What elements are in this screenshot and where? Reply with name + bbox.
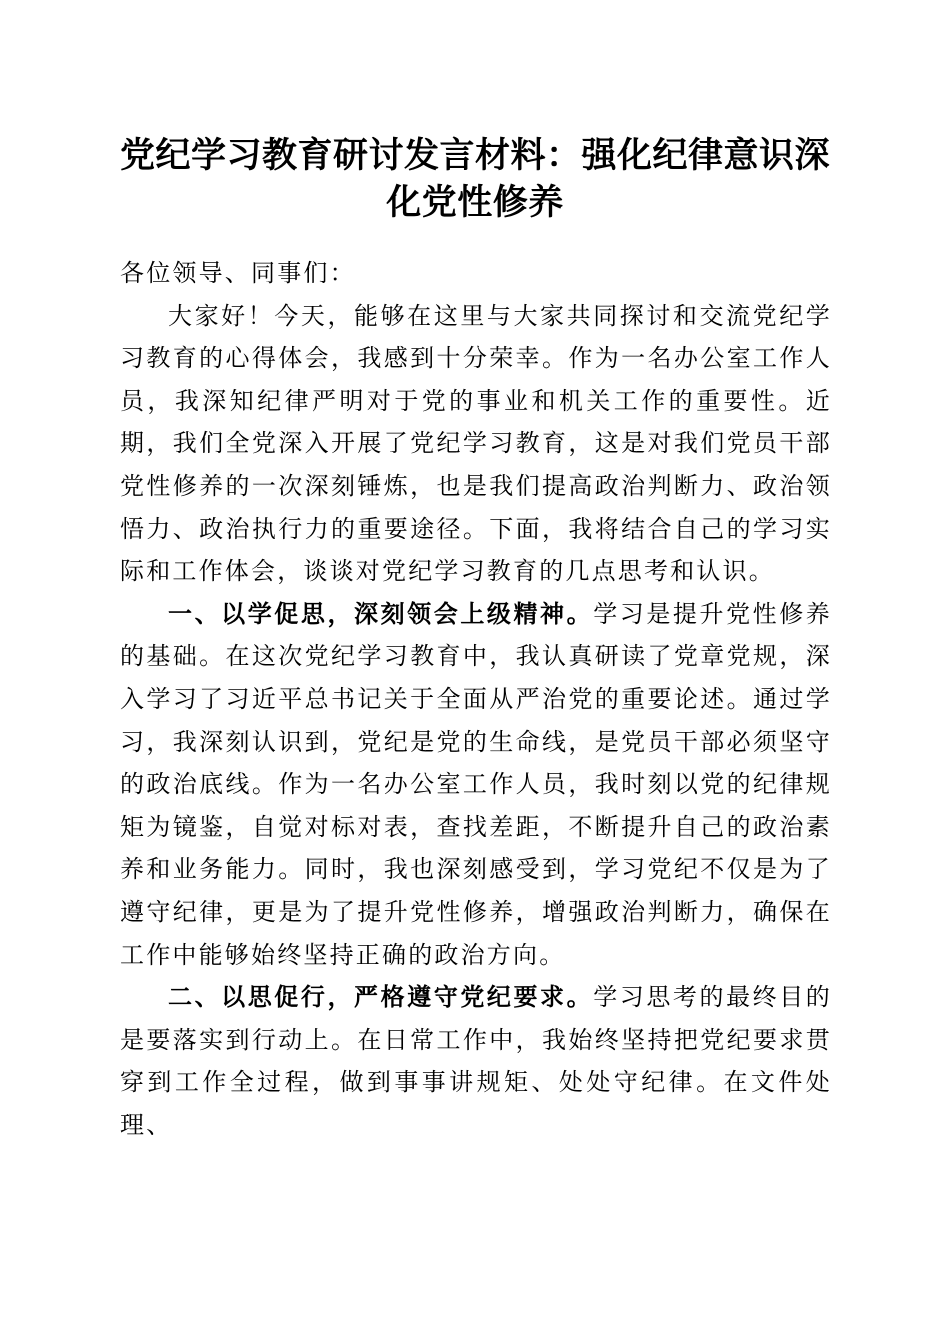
title-line-2: 化党性修养 bbox=[386, 182, 564, 223]
section-2-heading: 二、以思促行，严格遵守党纪要求。 bbox=[168, 983, 594, 1012]
section-2-paragraph bbox=[120, 976, 832, 1146]
intro-paragraph: 大家好！今天，能够在这里与大家共同探讨和交流党纪学习教育的心得体会，我感到十分荣幸。作为一名办公室工作人员，我深知纪律严明对于党的事业和机关工作的重要性。近期，我们全党深入开展了党纪学习教育，这是对我们党员干部党性修养的一次深刻锤炼，也是我们提高政治判断力、政治领悟力、政治执行力的重要途径。下面，我将结合自己的学习实际和工作体会，谈谈对党纪学习教育的几点思考和认识。 bbox=[120, 301, 832, 586]
document-title bbox=[100, 132, 850, 226]
section-1-heading: 一、以学促思，深刻领会上级精神。 bbox=[168, 599, 594, 628]
section-1-paragraph bbox=[120, 593, 832, 976]
salutation: 各位领导、同事们： bbox=[120, 259, 356, 287]
section-1-body: 学习是提升党性修养的基础。在这次党纪学习教育中，我认真研读了党章党规，深入学习了习近平总书记关于全面从严治党的重要论述。通过学习，我深刻认识到，党纪是党的生命线，是党员干部必须坚守的政治底线。作为一名办公室工作人员，我时刻以党的纪律规矩为镜鉴，自觉对标对表，查找差距，不断提升自己的政治素养和业务能力。同时，我也深刻感受到，学习党纪不仅是为了遵守纪律，更是为了提升党性修养，增强政治判断力，确保在工作中能够始终坚持正确的政治方向。 bbox=[120, 599, 832, 969]
title-line-1: 党纪学习教育研讨发言材料：强化纪律意识深 bbox=[119, 135, 830, 176]
section-2-body: 学习思考的最终目的是要落实到行动上。在日常工作中，我始终坚持把党纪要求贯穿到工作全过程，做到事事讲规矩、处处守纪律。在文件处理、 bbox=[120, 983, 832, 1139]
document-body bbox=[120, 252, 832, 1146]
